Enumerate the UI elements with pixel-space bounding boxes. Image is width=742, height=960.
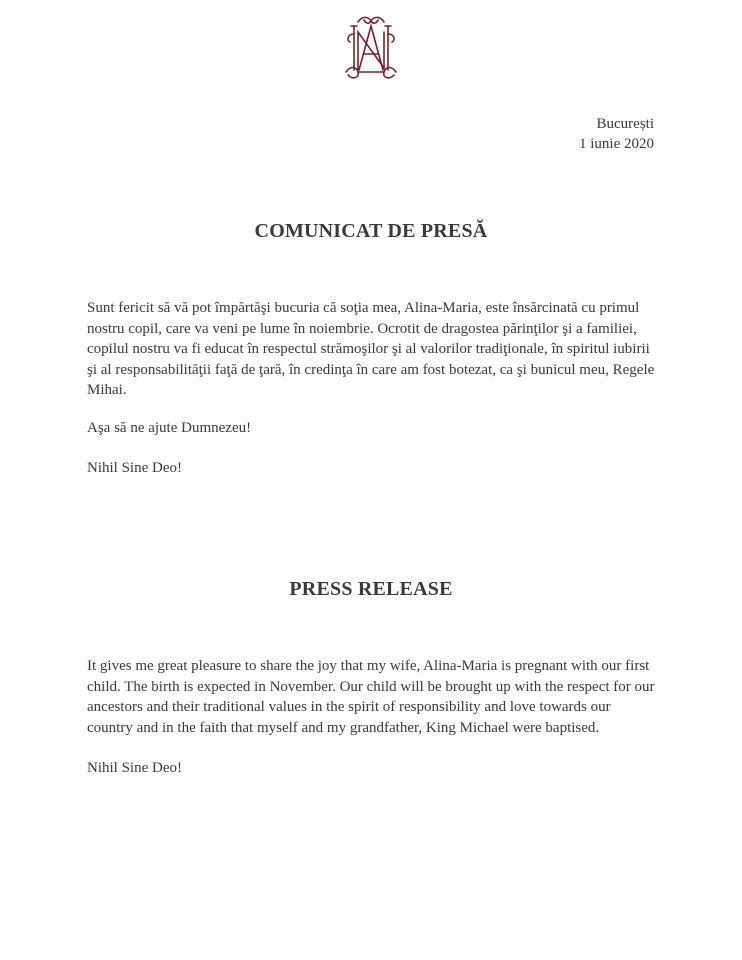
romanian-motto: Nihil Sine Deo! bbox=[87, 460, 182, 476]
english-motto: Nihil Sine Deo! bbox=[87, 760, 182, 776]
place-date-block bbox=[579, 114, 654, 154]
romanian-title: COMUNICAT DE PRESĂ bbox=[254, 220, 488, 242]
city: București bbox=[596, 116, 654, 132]
romanian-body: Sunt fericit să vă pot împărtăşi bucuria că soţia mea, Alina-Maria, este însărcinată cu primul nostru copil, care va veni pe lume în noiembrie. Ocrotit de dragostea părinţilor şi a familiei, copilul nostru va fi educat în respectul strămoşilor şi al valorilor tradiţionale, în spiritul iubirii şi al responsabilităţii faţă de ţară, în credinţa în care am fost botezat, ca şi bunicul meu, Regele Mihai. bbox=[87, 300, 655, 398]
date: 1 iunie 2020 bbox=[579, 136, 654, 152]
romanian-blessing: Aşa să ne ajute Dumnezeu! bbox=[87, 420, 252, 436]
english-title: PRESS RELEASE bbox=[289, 578, 453, 600]
english-body: It gives me great pleasure to share the joy that my wife, Alina-Maria is pregnant with our first child. The birth is expected in November. Our child will be brought up with the respect for our ancestors and their traditional values in the spirit of responsibility and love towards our country and in the faith that myself and my grandfather, King Michael were baptised. bbox=[87, 658, 655, 736]
royal-monogram-icon bbox=[336, 12, 406, 82]
